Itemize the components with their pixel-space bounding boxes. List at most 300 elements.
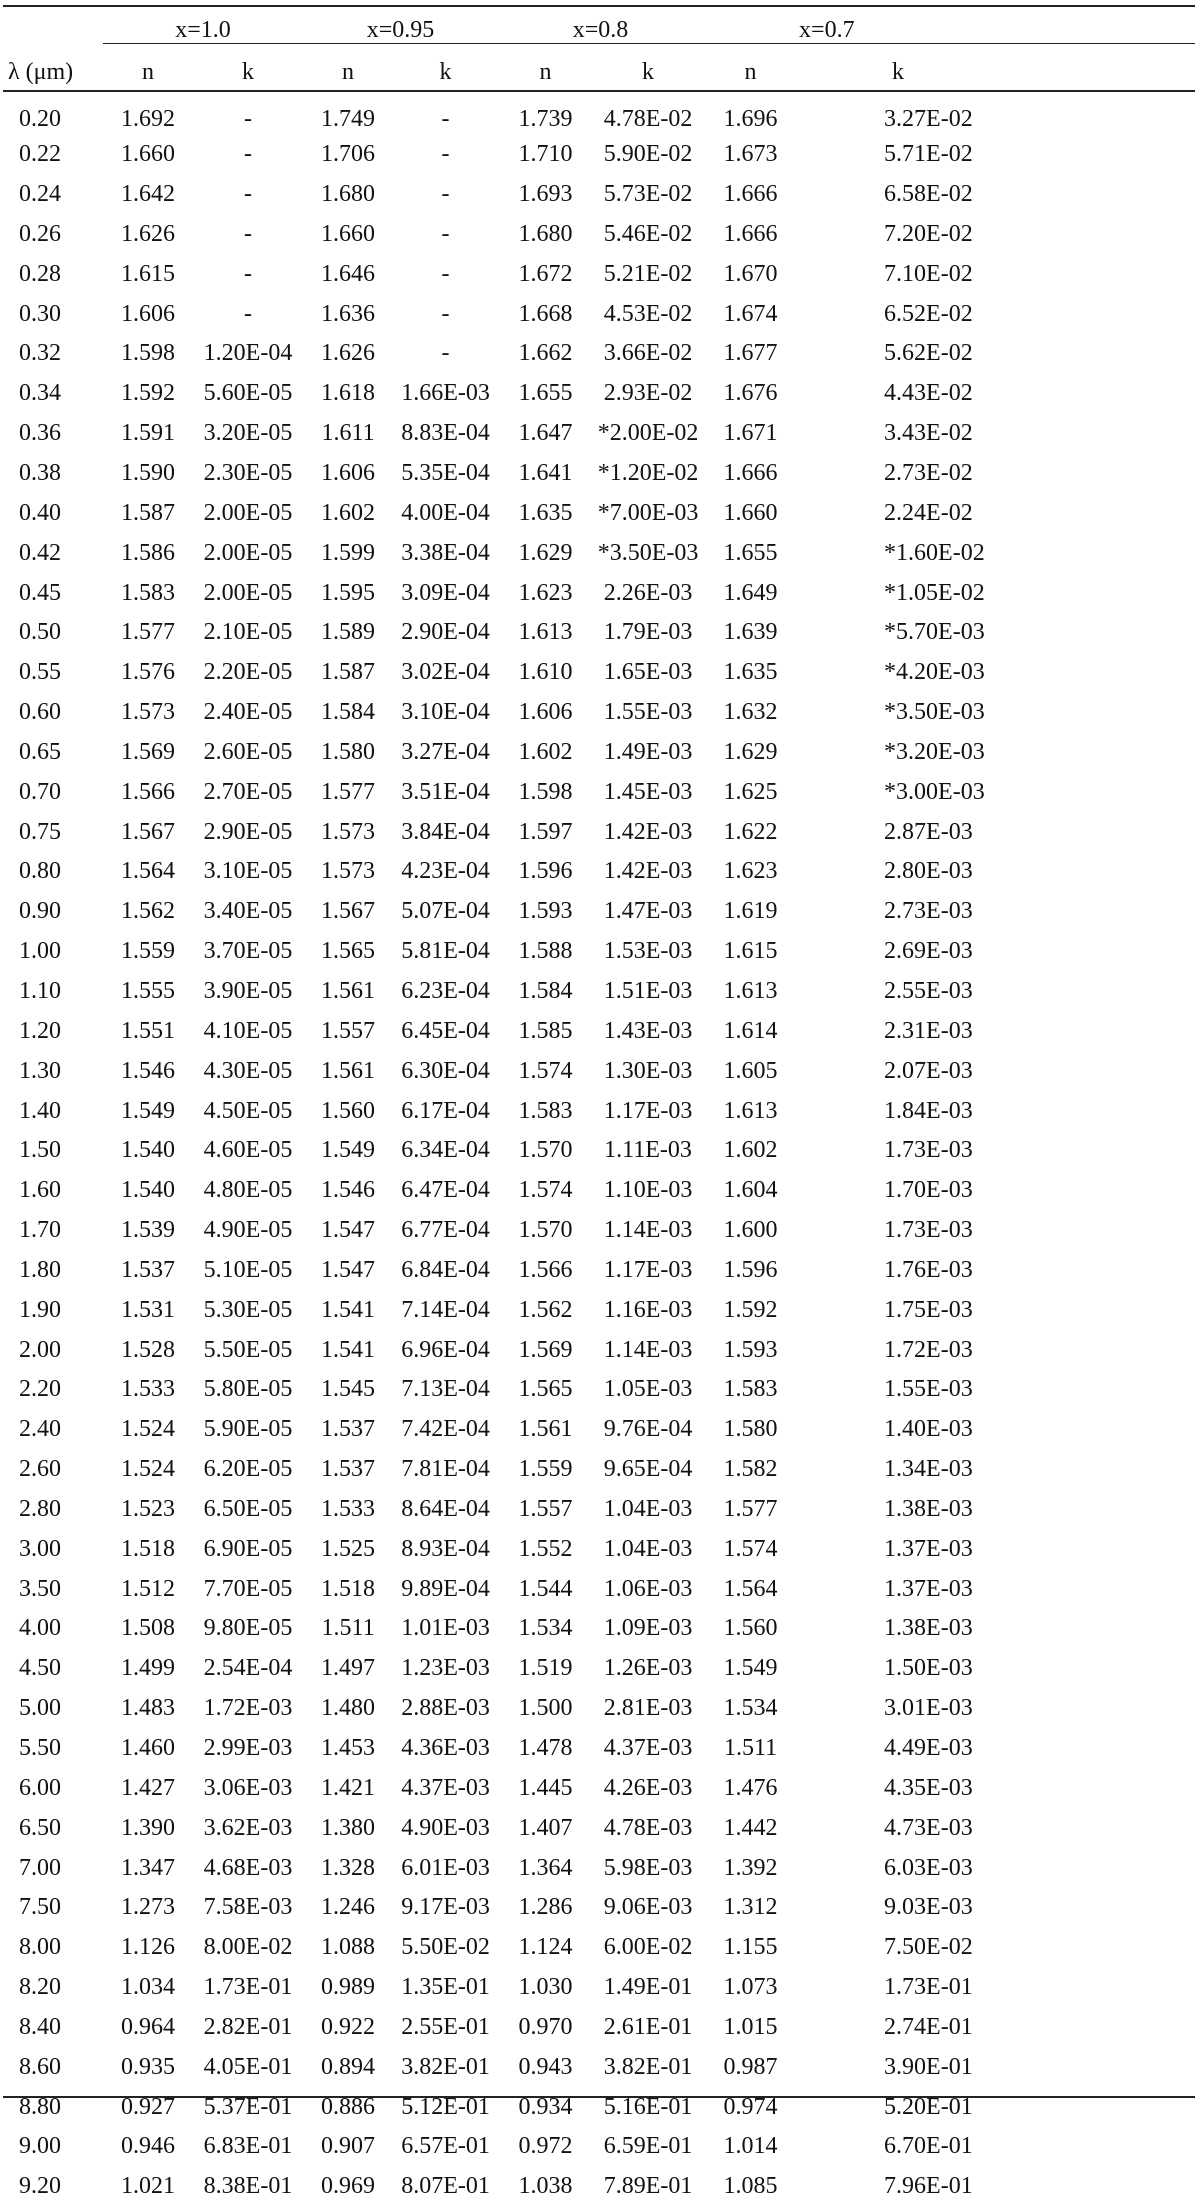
n-cell: 1.570 — [518, 1137, 573, 1164]
n-cell: 1.547 — [321, 1217, 376, 1244]
wavelength-cell: 0.75 — [19, 818, 61, 845]
n-cell: 1.126 — [121, 1934, 175, 1961]
n-cell: 1.547 — [321, 1256, 376, 1283]
k-cell: 4.90E-03 — [401, 1814, 490, 1841]
k-cell: 2.69E-03 — [884, 938, 973, 965]
table-row — [3, 613, 1195, 653]
n-cell: 1.559 — [518, 1456, 573, 1483]
n-cell: 1.273 — [121, 1894, 175, 1921]
k-cell: 2.07E-03 — [884, 1057, 973, 1084]
table-row — [3, 1450, 1195, 1490]
n-cell: 1.539 — [121, 1217, 175, 1244]
k-cell: 5.80E-05 — [203, 1376, 293, 1403]
n-cell: 1.706 — [321, 141, 376, 168]
n-cell: 1.574 — [518, 1177, 573, 1204]
k-cell: 6.52E-02 — [884, 300, 973, 327]
k-cell: 1.51E-03 — [603, 977, 693, 1004]
n-cell: 1.569 — [121, 738, 175, 765]
k-cell: 1.66E-03 — [401, 380, 490, 407]
k-cell: 1.35E-01 — [401, 1974, 490, 2001]
k-cell: 2.82E-01 — [203, 2013, 293, 2040]
k-cell: 5.50E-05 — [203, 1336, 293, 1363]
n-cell: 1.660 — [121, 141, 175, 168]
wavelength-cell: 0.38 — [19, 460, 61, 487]
n-cell: 1.611 — [321, 420, 375, 447]
blank-header — [3, 5, 103, 49]
k-cell: - — [244, 220, 252, 247]
n-cell: 1.625 — [723, 778, 778, 805]
k-cell: *1.05E-02 — [884, 579, 985, 606]
wavelength-cell: 8.80 — [19, 2093, 61, 2120]
k-cell: 8.38E-01 — [203, 2173, 293, 2200]
k-cell: - — [441, 300, 450, 327]
n-cell: 1.613 — [518, 619, 573, 646]
table-row — [3, 2008, 1195, 2048]
table-row — [3, 1569, 1195, 1609]
k-cell: 1.42E-03 — [603, 818, 693, 845]
k-cell: 5.37E-01 — [203, 2093, 293, 2120]
n-cell: 1.655 — [723, 539, 778, 566]
k-cell: 2.10E-05 — [203, 619, 293, 646]
wavelength-cell: 0.55 — [19, 659, 61, 686]
k-cell: 1.50E-03 — [884, 1655, 973, 1682]
n-cell: 1.710 — [518, 141, 573, 168]
wavelength-cell: 0.70 — [19, 778, 61, 805]
k-cell: 1.73E-03 — [884, 1137, 973, 1164]
k-cell: 2.88E-03 — [401, 1695, 490, 1722]
k-cell: 2.00E-05 — [203, 579, 293, 606]
wavelength-cell: 2.40 — [19, 1416, 61, 1443]
k-cell: 4.53E-02 — [603, 300, 693, 327]
n-cell: 1.635 — [518, 499, 573, 526]
n-cell: 1.445 — [518, 1774, 573, 1801]
k-cell: 4.60E-05 — [203, 1137, 293, 1164]
wavelength-cell: 2.60 — [19, 1456, 61, 1483]
n-cell: 1.613 — [723, 977, 778, 1004]
wavelength-cell: 9.00 — [19, 2133, 61, 2160]
wavelength-cell: 1.70 — [19, 1217, 61, 1244]
n-cell: 1.676 — [723, 380, 778, 407]
k-cell: *2.00E-02 — [597, 420, 699, 447]
sub-header-row — [3, 49, 1195, 95]
k-cell: 7.58E-03 — [203, 1894, 293, 1921]
table-row — [3, 653, 1195, 693]
n-cell: 1.583 — [121, 579, 175, 606]
k-cell: 3.27E-02 — [884, 106, 973, 133]
n-cell: 1.518 — [121, 1535, 175, 1562]
n-cell: 0.972 — [518, 2133, 573, 2160]
n-cell: 1.615 — [723, 938, 778, 965]
table-row — [3, 1729, 1195, 1769]
k-cell: 1.17E-03 — [603, 1097, 693, 1124]
k-cell: 3.20E-05 — [203, 420, 293, 447]
n-cell: 1.155 — [723, 1934, 778, 1961]
k-cell: 3.06E-03 — [203, 1774, 293, 1801]
k-cell: 4.90E-05 — [203, 1217, 293, 1244]
n-cell: 0.970 — [518, 2013, 573, 2040]
k-cell: 4.23E-04 — [401, 858, 490, 885]
k-cell: 2.90E-05 — [203, 818, 293, 845]
k-cell: 1.16E-03 — [603, 1296, 693, 1323]
n-cell: 1.088 — [321, 1934, 376, 1961]
k-cell: 2.74E-01 — [884, 2013, 973, 2040]
n-cell: 1.660 — [321, 220, 376, 247]
table-row — [3, 1768, 1195, 1808]
n-cell: 1.573 — [321, 818, 376, 845]
n-cell: 1.512 — [121, 1575, 175, 1602]
wavelength-cell: 9.20 — [19, 2173, 61, 2200]
n-cell: 1.674 — [723, 300, 778, 327]
n-cell: 1.626 — [121, 220, 175, 247]
n-cell: 1.590 — [121, 460, 175, 487]
n-cell: 1.672 — [518, 260, 573, 287]
table-row — [3, 334, 1195, 374]
k-cell: 1.34E-03 — [884, 1456, 973, 1483]
table-row — [3, 852, 1195, 892]
k-cell: 7.10E-02 — [884, 260, 973, 287]
n-cell: 1.605 — [723, 1057, 778, 1084]
table-row — [3, 1888, 1195, 1928]
n-cell: 1.562 — [518, 1296, 573, 1323]
n-cell: 1.573 — [121, 699, 175, 726]
n-cell: 1.021 — [121, 2173, 175, 2200]
k-cell: 5.35E-04 — [401, 460, 490, 487]
k-cell: 1.79E-03 — [603, 619, 693, 646]
wavelength-cell: 4.00 — [19, 1615, 61, 1642]
k-cell: 1.45E-03 — [603, 778, 693, 805]
n-cell: 1.749 — [321, 106, 376, 133]
k-cell: 2.00E-05 — [203, 499, 293, 526]
wavelength-cell: 0.24 — [19, 181, 61, 208]
n-cell: 1.604 — [723, 1177, 778, 1204]
wavelength-cell: 1.30 — [19, 1057, 61, 1084]
wavelength-cell: 0.42 — [19, 539, 61, 566]
n-cell: 1.549 — [121, 1097, 175, 1124]
n-cell: 1.038 — [518, 2173, 573, 2200]
table-row — [3, 1649, 1195, 1689]
k-cell: 6.96E-04 — [401, 1336, 490, 1363]
n-cell: 1.312 — [723, 1894, 778, 1921]
table-row — [3, 175, 1195, 215]
n-cell: 1.518 — [321, 1575, 376, 1602]
k-cell: 1.49E-01 — [603, 1974, 693, 2001]
k-cell: 3.66E-02 — [603, 340, 693, 367]
n-cell: 1.649 — [723, 579, 778, 606]
k-cell: 8.00E-02 — [203, 1934, 293, 1961]
table-row — [3, 1968, 1195, 2008]
k-cell: 1.23E-03 — [401, 1655, 490, 1682]
n-cell: 1.636 — [321, 300, 376, 327]
k-cell: 2.61E-01 — [603, 2013, 693, 2040]
n-cell: 1.537 — [321, 1456, 376, 1483]
wavelength-cell: 1.40 — [19, 1097, 61, 1124]
n-cell: 1.560 — [321, 1097, 376, 1124]
k-cell: 2.26E-03 — [603, 579, 693, 606]
wavelength-cell: 3.00 — [19, 1535, 61, 1562]
k-cell: 4.26E-03 — [603, 1774, 693, 1801]
table-row — [3, 2087, 1195, 2127]
k-cell: 5.98E-03 — [603, 1854, 693, 1881]
n-cell: 1.660 — [723, 499, 778, 526]
table-row — [3, 892, 1195, 932]
wavelength-cell: 8.40 — [19, 2013, 61, 2040]
k-cell: - — [244, 106, 252, 133]
n-cell: 1.642 — [121, 181, 175, 208]
table-row — [3, 2047, 1195, 2087]
wavelength-cell: 1.90 — [19, 1296, 61, 1323]
k-cell: 8.07E-01 — [401, 2173, 490, 2200]
wavelength-cell: 1.10 — [19, 977, 61, 1004]
n-cell: 1.574 — [518, 1057, 573, 1084]
k-cell: 5.16E-01 — [603, 2093, 693, 2120]
k-cell: 1.10E-03 — [603, 1177, 693, 1204]
n-cell: 1.014 — [723, 2133, 778, 2160]
n-cell: 1.478 — [518, 1735, 573, 1762]
k-cell: 2.30E-05 — [203, 460, 293, 487]
table-row — [3, 2127, 1195, 2167]
k-cell: 3.27E-04 — [401, 738, 490, 765]
k-cell: 9.89E-04 — [401, 1575, 490, 1602]
n-cell: 0.935 — [121, 2053, 175, 2080]
k-cell: 5.46E-02 — [603, 220, 693, 247]
n-cell: 1.034 — [121, 1974, 175, 2001]
optical-constants-table — [3, 5, 1195, 2207]
n-cell: 1.618 — [321, 380, 376, 407]
table-row — [3, 374, 1195, 414]
k-cell: - — [244, 141, 252, 168]
n-cell: 1.587 — [121, 499, 175, 526]
n-cell: 0.946 — [121, 2133, 175, 2160]
k-cell: 3.62E-03 — [203, 1814, 293, 1841]
k-cell: - — [441, 106, 450, 133]
k-cell: 4.43E-02 — [884, 380, 973, 407]
n-cell: 1.328 — [321, 1854, 376, 1881]
table-row — [3, 573, 1195, 613]
n-cell: 0.922 — [321, 2013, 376, 2040]
n-cell: 1.421 — [321, 1774, 376, 1801]
n-cell: 1.537 — [321, 1416, 376, 1443]
k-cell: 7.50E-02 — [884, 1934, 973, 1961]
n-cell: 1.390 — [121, 1814, 175, 1841]
k-cell: 6.17E-04 — [401, 1097, 490, 1124]
n-cell: 1.583 — [723, 1376, 778, 1403]
n-cell: 0.886 — [321, 2093, 376, 2120]
n-cell: 1.589 — [321, 619, 376, 646]
n-cell: 1.615 — [121, 260, 175, 287]
k-cell: 6.77E-04 — [401, 1217, 490, 1244]
table-row — [3, 1370, 1195, 1410]
k-cell: 3.38E-04 — [401, 539, 490, 566]
k-cell: 3.82E-01 — [401, 2053, 490, 2080]
n-cell: 1.677 — [723, 340, 778, 367]
n-cell: 1.692 — [121, 106, 175, 133]
n-cell: 1.599 — [321, 539, 376, 566]
n-cell: 1.380 — [321, 1814, 376, 1841]
table-row — [3, 733, 1195, 773]
n-cell: 0.989 — [321, 1974, 376, 2001]
group-header: x=0.95 — [366, 16, 435, 43]
n-cell: 1.347 — [121, 1854, 175, 1881]
k-cell: 4.68E-03 — [203, 1854, 293, 1881]
n-cell: 1.580 — [321, 738, 376, 765]
n-cell: 1.629 — [723, 738, 778, 765]
n-cell: 1.549 — [723, 1655, 778, 1682]
n-cell: 1.562 — [121, 898, 175, 925]
k-cell: 1.14E-03 — [603, 1217, 693, 1244]
k-cell: 1.38E-03 — [884, 1495, 973, 1522]
k-cell: 6.34E-04 — [401, 1137, 490, 1164]
k-cell: 1.65E-03 — [603, 659, 693, 686]
wavelength-cell: 0.90 — [19, 898, 61, 925]
k-cell: 2.70E-05 — [203, 778, 293, 805]
n-cell: 1.557 — [518, 1495, 573, 1522]
k-cell: - — [441, 181, 450, 208]
n-cell: 1.600 — [723, 1217, 778, 1244]
k-cell: 3.40E-05 — [203, 898, 293, 925]
n-cell: 1.602 — [723, 1137, 778, 1164]
k-cell: 1.37E-03 — [884, 1535, 973, 1562]
wavelength-cell: 0.26 — [19, 220, 61, 247]
n-cell: 1.646 — [321, 260, 376, 287]
n-cell: 1.564 — [121, 858, 175, 885]
k-cell: 6.83E-01 — [203, 2133, 293, 2160]
k-cell: 1.17E-03 — [603, 1256, 693, 1283]
k-cell: *3.00E-03 — [884, 778, 985, 805]
table-row — [3, 1131, 1195, 1171]
k-cell: 2.73E-03 — [884, 898, 973, 925]
n-cell: 1.561 — [321, 1057, 376, 1084]
n-cell: 1.085 — [723, 2173, 778, 2200]
k-cell: 5.50E-02 — [401, 1934, 490, 1961]
k-cell: 1.72E-03 — [203, 1695, 293, 1722]
table-row — [3, 972, 1195, 1012]
n-cell: 1.557 — [321, 1017, 376, 1044]
k-cell: 6.57E-01 — [401, 2133, 490, 2160]
n-cell: 1.392 — [723, 1854, 778, 1881]
table-row — [3, 215, 1195, 255]
k-cell: 2.20E-05 — [203, 659, 293, 686]
n-cell: 1.670 — [723, 260, 778, 287]
k-cell: 1.55E-03 — [603, 699, 693, 726]
group-header: x=0.7 — [799, 16, 855, 43]
n-cell: 0.927 — [121, 2093, 175, 2120]
k-cell: 1.70E-03 — [884, 1177, 973, 1204]
n-cell: 1.647 — [518, 420, 573, 447]
n-cell: 1.549 — [321, 1137, 376, 1164]
k-cell: - — [244, 300, 252, 327]
table-row — [3, 1490, 1195, 1530]
k-cell: 1.72E-03 — [884, 1336, 973, 1363]
k-cell: 1.53E-03 — [603, 938, 693, 965]
k-cell: 1.73E-01 — [203, 1974, 293, 2001]
wavelength-cell: 0.22 — [19, 141, 61, 168]
k-cell: 6.58E-02 — [884, 181, 973, 208]
k-cell: 5.73E-02 — [603, 181, 693, 208]
k-cell: 4.80E-05 — [203, 1177, 293, 1204]
wavelength-cell: 4.50 — [19, 1655, 61, 1682]
k-cell: 1.09E-03 — [603, 1615, 693, 1642]
n-cell: 1.593 — [723, 1336, 778, 1363]
k-cell: 1.38E-03 — [884, 1615, 973, 1642]
k-cell: *4.20E-03 — [884, 659, 985, 686]
n-cell: 1.666 — [723, 181, 778, 208]
wavelength-cell: 0.40 — [19, 499, 61, 526]
k-cell: *3.50E-03 — [884, 699, 985, 726]
k-cell: 6.45E-04 — [401, 1017, 490, 1044]
n-cell: 1.566 — [121, 778, 175, 805]
k-cell: 2.31E-03 — [884, 1017, 973, 1044]
n-cell: 1.561 — [321, 977, 376, 1004]
k-cell: 3.01E-03 — [884, 1695, 973, 1722]
k-cell: 2.60E-05 — [203, 738, 293, 765]
n-cell: 1.623 — [518, 579, 573, 606]
k-cell: 4.78E-03 — [603, 1814, 693, 1841]
n-cell: 1.577 — [321, 778, 376, 805]
n-cell: 1.559 — [121, 938, 175, 965]
n-cell: 1.582 — [723, 1456, 778, 1483]
n-cell: 1.602 — [518, 738, 573, 765]
n-cell: 1.555 — [121, 977, 175, 1004]
wavelength-cell: 1.20 — [19, 1017, 61, 1044]
n-cell: 1.597 — [518, 818, 573, 845]
table-row — [3, 772, 1195, 812]
column-header: n — [342, 58, 355, 85]
table-row — [3, 1848, 1195, 1888]
k-cell: 5.12E-01 — [401, 2093, 490, 2120]
k-cell: 6.00E-02 — [603, 1934, 693, 1961]
wavelength-cell: 3.50 — [19, 1575, 61, 1602]
wavelength-cell: 1.50 — [19, 1137, 61, 1164]
n-cell: 1.622 — [723, 818, 778, 845]
wavelength-cell: 0.60 — [19, 699, 61, 726]
n-cell: 1.739 — [518, 106, 573, 133]
n-cell: 0.907 — [321, 2133, 376, 2160]
n-cell: 1.574 — [723, 1535, 778, 1562]
n-cell: 1.030 — [518, 1974, 573, 2001]
table-row — [3, 1171, 1195, 1211]
n-cell: 1.588 — [518, 938, 573, 965]
k-cell: *5.70E-03 — [884, 619, 985, 646]
n-cell: 0.987 — [723, 2053, 778, 2080]
n-cell: 1.598 — [121, 340, 175, 367]
k-cell: 6.90E-05 — [203, 1535, 293, 1562]
k-cell: 2.24E-02 — [884, 499, 973, 526]
n-cell: 1.673 — [723, 141, 778, 168]
n-cell: 1.545 — [321, 1376, 376, 1403]
table-row — [3, 95, 1195, 135]
n-cell: 1.524 — [121, 1456, 175, 1483]
table-row — [3, 1211, 1195, 1251]
k-cell: - — [441, 141, 450, 168]
n-cell: 1.534 — [518, 1615, 573, 1642]
n-cell: 1.639 — [723, 619, 778, 646]
k-cell: 3.02E-04 — [401, 659, 490, 686]
k-cell: 6.03E-03 — [884, 1854, 973, 1881]
n-cell: 1.596 — [518, 858, 573, 885]
wavelength-cell: 0.34 — [19, 380, 61, 407]
column-header: n — [744, 58, 757, 85]
k-cell: *1.20E-02 — [597, 460, 699, 487]
n-cell: 1.124 — [518, 1934, 573, 1961]
n-cell: 0.974 — [723, 2093, 778, 2120]
n-cell: 1.497 — [321, 1655, 376, 1682]
n-cell: 1.533 — [321, 1495, 376, 1522]
k-cell: 5.81E-04 — [401, 938, 490, 965]
k-cell: 9.06E-03 — [603, 1894, 693, 1921]
n-cell: 1.666 — [723, 460, 778, 487]
k-cell: 3.70E-05 — [203, 938, 293, 965]
n-cell: 1.668 — [518, 300, 573, 327]
